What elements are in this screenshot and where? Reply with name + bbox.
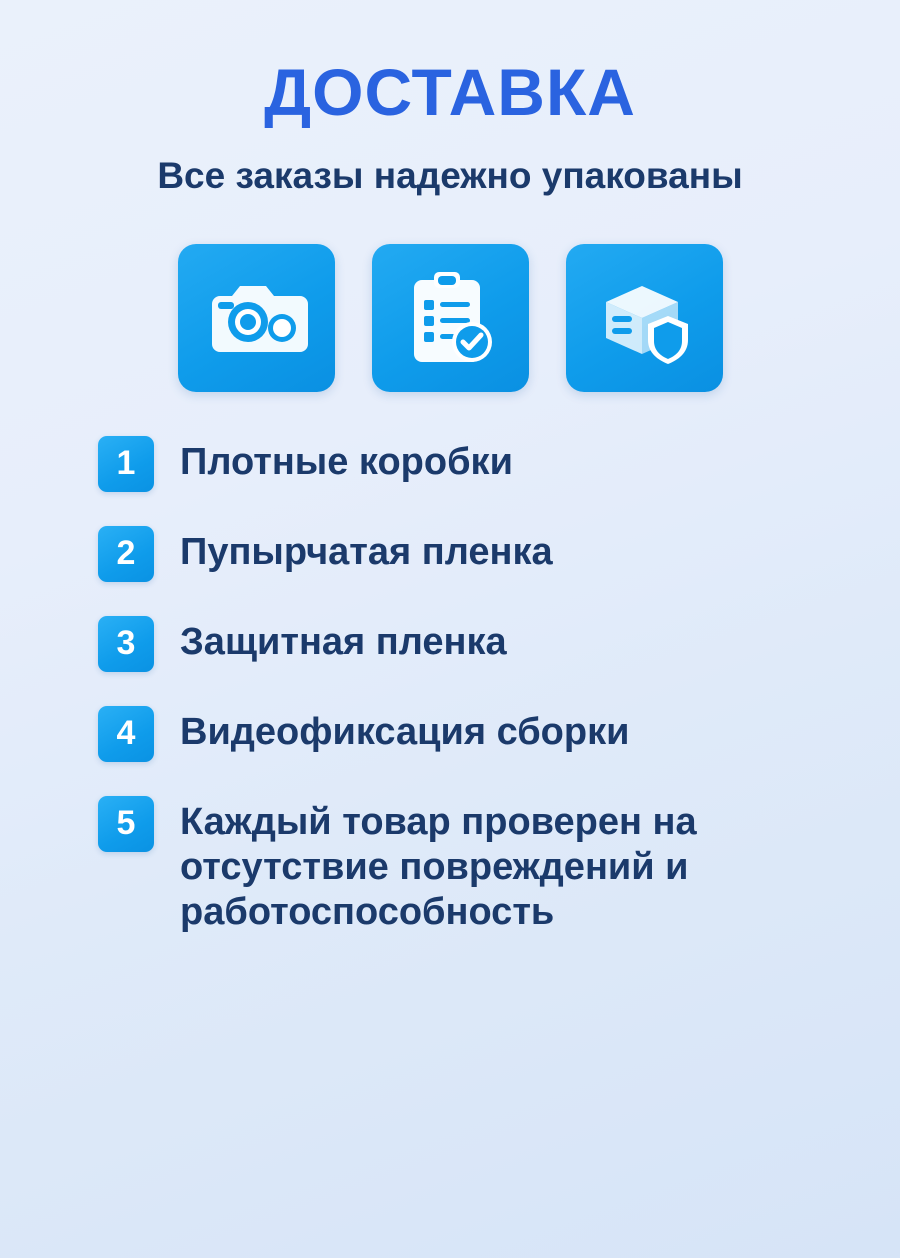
- list-item: [98, 616, 860, 672]
- step-number-badge: 5: [98, 796, 154, 852]
- icon-row: [40, 244, 860, 392]
- step-number-badge: 3: [98, 616, 154, 672]
- step-label: Каждый товар проверен на отсутствие повреждений и работоспособность: [180, 800, 697, 933]
- step-number-badge: 4: [98, 706, 154, 762]
- list-item: [98, 706, 860, 762]
- list-item: [98, 796, 860, 934]
- step-label: Пупырчатая пленка: [180, 530, 553, 573]
- page-subtitle: Все заказы надежно упакованы: [157, 155, 743, 197]
- delivery-info-card: [0, 55, 900, 1258]
- checklist-icon: [372, 244, 529, 392]
- step-number-badge: 2: [98, 526, 154, 582]
- page-title: ДОСТАВКА: [264, 55, 636, 129]
- step-number-badge: 1: [98, 436, 154, 492]
- list-item: [98, 526, 860, 582]
- camera-icon: [178, 244, 335, 392]
- step-label: Видеофиксация сборки: [180, 710, 630, 753]
- packaging-steps-list: [40, 436, 860, 934]
- step-label: Плотные коробки: [180, 440, 513, 483]
- step-label: Защитная пленка: [180, 620, 507, 663]
- list-item: [98, 436, 860, 492]
- protected-box-icon: [566, 244, 723, 392]
